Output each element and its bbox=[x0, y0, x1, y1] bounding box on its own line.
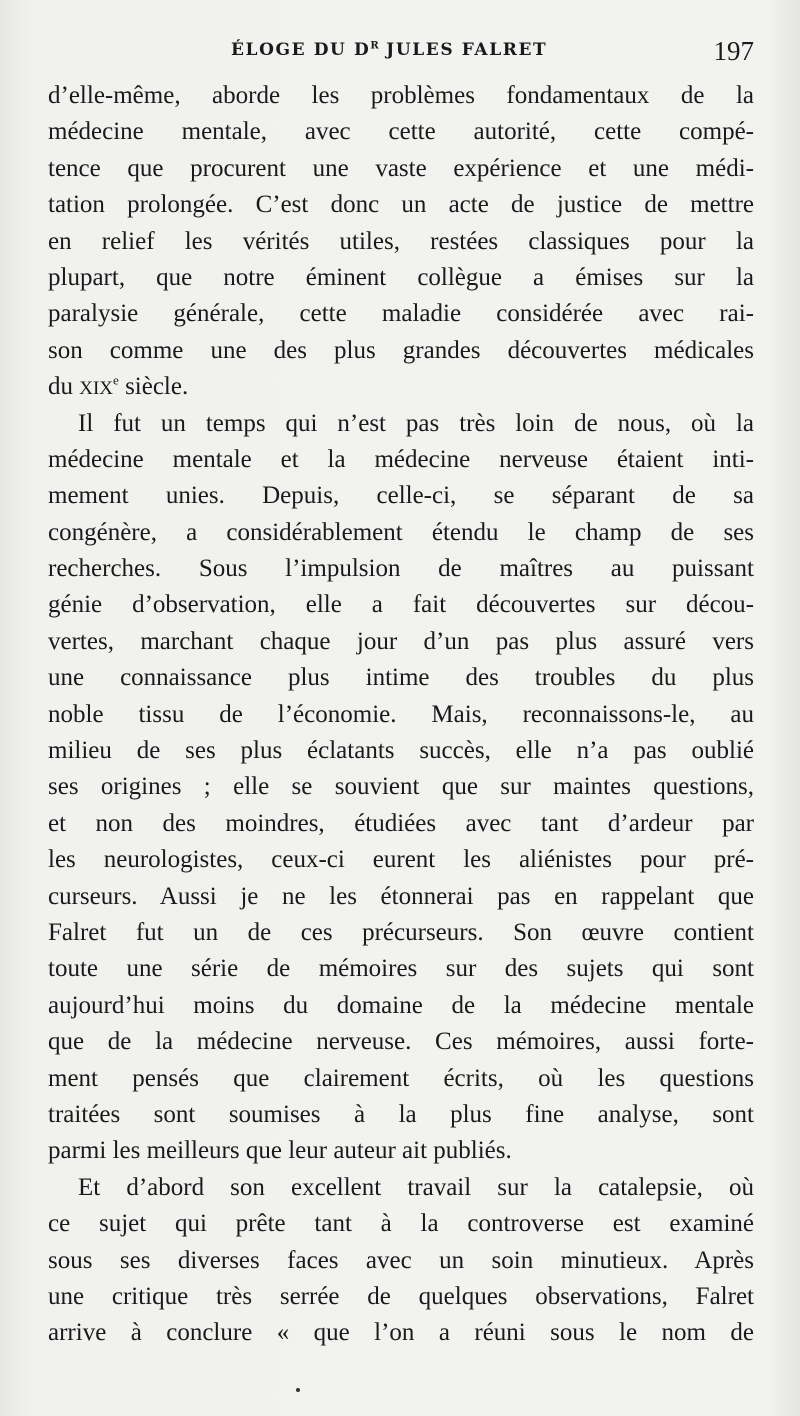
text-line: ce sujet qui prête tant à la controverse est examiné bbox=[48, 1210, 754, 1238]
text-line: tence que procurent une vaste expérience et une médi- bbox=[48, 154, 754, 182]
print-speck bbox=[296, 1388, 300, 1392]
text-line: une critique très serrée de quelques observations, Falret bbox=[48, 1282, 754, 1310]
text-line: génie d’observation, elle a fait découvertes sur décou- bbox=[48, 591, 754, 619]
century-numeral: XIX bbox=[79, 378, 114, 400]
page-number: 197 bbox=[713, 36, 754, 66]
text-line: ses origines ; elle se souvient que sur maintes questions, bbox=[48, 773, 754, 801]
text-line: paralysie générale, cette maladie considérée avec rai- bbox=[48, 300, 754, 328]
running-head bbox=[48, 36, 754, 72]
text-line: vertes, marchant chaque jour d’un pas plus assuré vers bbox=[48, 627, 754, 655]
text-line: Falret fut un de ces précurseurs. Son œuvre contient bbox=[48, 918, 754, 946]
text-line: son comme une des plus grandes découvertes médicales bbox=[48, 336, 754, 364]
text-line: milieu de ses plus éclatants succès, elle n’a pas oublié bbox=[48, 737, 754, 765]
text-line: les neurologistes, ceux-ci eurent les aliénistes pour pré- bbox=[48, 846, 754, 874]
text-line: que de la médecine nerveuse. Ces mémoires, aussi forte- bbox=[48, 1028, 754, 1056]
text-line: médecine mentale et la médecine nerveuse étaient inti- bbox=[48, 445, 754, 473]
text-line-paragraph-start: Il fut un temps qui n’est pas très loin de nous, où la bbox=[78, 409, 754, 437]
text-line-pre: du bbox=[48, 373, 80, 401]
text-line: et non des moindres, étudiées avec tant d’ardeur par bbox=[48, 809, 754, 837]
text-line: curseurs. Aussi je ne les étonnerai pas en rappelant que bbox=[48, 882, 754, 910]
text-line: traitées sont soumises à la plus fine analyse, sont bbox=[48, 1100, 754, 1128]
century-suffix: e bbox=[113, 372, 119, 388]
text-line: tation prolongée. C’est donc un acte de justice de mettre bbox=[48, 191, 754, 219]
text-line-paragraph-end bbox=[48, 369, 754, 405]
text-line-paragraph-start: Et d’abord son excellent travail sur la catalepsie, où bbox=[78, 1173, 754, 1201]
text-line: congénère, a considérablement étendu le champ de ses bbox=[48, 518, 754, 546]
text-line: recherches. Sous l’impulsion de maîtres au puissant bbox=[48, 555, 754, 583]
running-title-pre: ÉLOGE DU D bbox=[231, 40, 371, 60]
text-line: en relief les vérités utiles, restées classiques pour la bbox=[48, 227, 754, 255]
text-line-post: siècle. bbox=[118, 373, 189, 401]
text-line: arrive à conclure « que l’on a réuni sous le nom de bbox=[48, 1319, 754, 1347]
text-line-paragraph-end: parmi les meilleurs que leur auteur ait publiés. bbox=[48, 1137, 512, 1165]
text-line: médecine mentale, avec cette autorité, cette compé- bbox=[48, 118, 754, 146]
text-line: toute une série de mémoires sur des sujets qui sont bbox=[48, 955, 754, 983]
body-text bbox=[48, 78, 754, 1352]
text-line: aujourd’hui moins du domaine de la médecine mentale bbox=[48, 991, 754, 1019]
text-line: sous ses diverses faces avec un soin minutieux. Après bbox=[48, 1246, 754, 1274]
running-title-sup: R bbox=[370, 40, 379, 52]
text-line: noble tissu de l’économie. Mais, reconnaissons-le, au bbox=[48, 700, 754, 728]
text-line: d’elle-même, aborde les problèmes fondamentaux de la bbox=[48, 82, 754, 109]
text-line: une connaissance plus intime des troubles du plus bbox=[48, 664, 754, 692]
running-title-post: JULES FALRET bbox=[378, 40, 548, 60]
text-line: mement unies. Depuis, celle-ci, se séparant de sa bbox=[48, 482, 754, 510]
text-line: ment pensés que clairement écrits, où les questions bbox=[48, 1064, 754, 1092]
text-line: plupart, que notre éminent collègue a émises sur la bbox=[48, 263, 754, 291]
running-title bbox=[231, 40, 547, 60]
